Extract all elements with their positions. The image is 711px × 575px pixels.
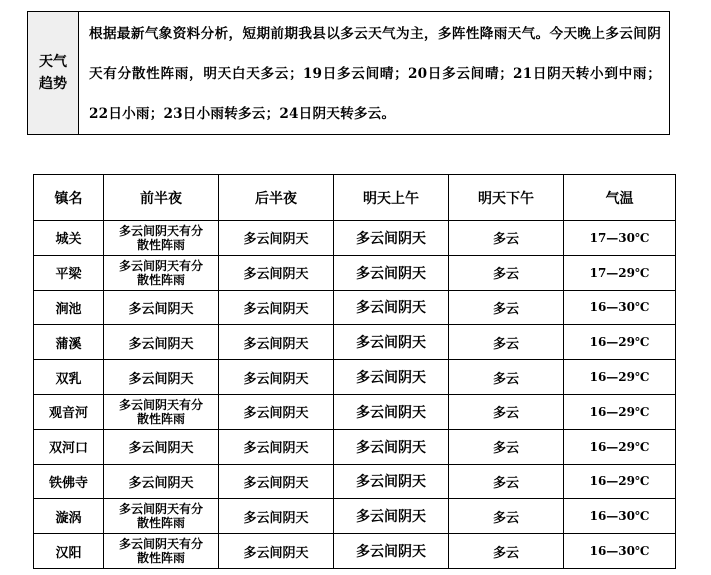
cell-second-half-night: 多云间阴天 [219,499,334,534]
table-row [34,325,676,360]
cell-tomorrow-morning: 多云间阴天 [334,499,449,534]
cell-town: 蒲溪 [34,325,104,360]
cell-tomorrow-morning: 多云间阴天 [334,290,449,325]
header-tomorrow-morning: 明天上午 [334,175,449,221]
cell-town: 汉阳 [34,534,104,569]
header-first-half-night: 前半夜 [104,175,219,221]
header-tomorrow-afternoon: 明天下午 [449,175,564,221]
weather-trend-label-line2: 趋势 [39,76,67,92]
weather-trend-text: 根据最新气象资料分析，短期前期我县以多云天气为主，多阵性降雨天气。今天晚上多云间阴天有分散性阵雨，明天白天多云；19日多云间晴；20日多云间晴；21日阴天转小到中雨；22日小雨；23日小雨转多云；24日阴天转多云。 [79,12,670,135]
header-second-half-night: 后半夜 [219,175,334,221]
cell-temperature: 16—29℃ [564,325,676,360]
cell-second-half-night: 多云间阴天 [219,394,334,429]
cell-tomorrow-morning: 多云间阴天 [334,534,449,569]
forecast-table [33,174,676,569]
cell-temperature: 16—29℃ [564,360,676,395]
cell-tomorrow-morning: 多云间阴天 [334,255,449,290]
cell-tomorrow-afternoon: 多云 [449,394,564,429]
cell-tomorrow-morning: 多云间阴天 [334,394,449,429]
cell-tomorrow-afternoon: 多云 [449,429,564,464]
cell-first-half-night: 多云间阴天有分散性阵雨 [104,394,219,429]
cell-temperature: 16—30℃ [564,290,676,325]
cell-tomorrow-afternoon: 多云 [449,499,564,534]
cell-first-half-night: 多云间阴天 [104,464,219,499]
header-town: 镇名 [34,175,104,221]
cell-second-half-night: 多云间阴天 [219,429,334,464]
cell-tomorrow-morning: 多云间阴天 [334,360,449,395]
cell-first-half-night: 多云间阴天 [104,325,219,360]
cell-first-half-night: 多云间阴天有分散性阵雨 [104,255,219,290]
table-row [34,534,676,569]
cell-second-half-night: 多云间阴天 [219,360,334,395]
cell-first-half-night: 多云间阴天有分散性阵雨 [104,499,219,534]
cell-temperature: 16—30℃ [564,534,676,569]
cell-town: 铁佛寺 [34,464,104,499]
cell-second-half-night: 多云间阴天 [219,255,334,290]
cell-temperature: 16—29℃ [564,394,676,429]
cell-tomorrow-morning: 多云间阴天 [334,429,449,464]
header-temperature: 气温 [564,175,676,221]
cell-town: 双乳 [34,360,104,395]
table-row [34,360,676,395]
cell-town: 城关 [34,221,104,256]
table-row [34,255,676,290]
forecast-table-body [34,221,676,569]
cell-second-half-night: 多云间阴天 [219,290,334,325]
cell-first-half-night: 多云间阴天 [104,290,219,325]
cell-tomorrow-afternoon: 多云 [449,290,564,325]
weather-trend-label-line1: 天气 [39,54,67,70]
cell-temperature: 16—30℃ [564,499,676,534]
table-row [34,429,676,464]
cell-temperature: 16—29℃ [564,429,676,464]
cell-second-half-night: 多云间阴天 [219,221,334,256]
weather-trend-box [27,11,670,135]
cell-tomorrow-afternoon: 多云 [449,255,564,290]
cell-tomorrow-morning: 多云间阴天 [334,221,449,256]
cell-tomorrow-afternoon: 多云 [449,325,564,360]
cell-first-half-night: 多云间阴天 [104,360,219,395]
cell-town: 平梁 [34,255,104,290]
cell-town: 观音河 [34,394,104,429]
table-row [34,464,676,499]
cell-first-half-night: 多云间阴天有分散性阵雨 [104,221,219,256]
cell-town: 漩涡 [34,499,104,534]
cell-temperature: 17—29℃ [564,255,676,290]
cell-tomorrow-afternoon: 多云 [449,360,564,395]
cell-first-half-night: 多云间阴天 [104,429,219,464]
cell-tomorrow-morning: 多云间阴天 [334,464,449,499]
cell-temperature: 17—30℃ [564,221,676,256]
cell-tomorrow-afternoon: 多云 [449,464,564,499]
cell-tomorrow-morning: 多云间阴天 [334,325,449,360]
cell-town: 涧池 [34,290,104,325]
table-row [34,499,676,534]
cell-town: 双河口 [34,429,104,464]
table-row [34,290,676,325]
table-row [34,394,676,429]
cell-temperature: 16—29℃ [564,464,676,499]
cell-first-half-night: 多云间阴天有分散性阵雨 [104,534,219,569]
table-row [34,221,676,256]
cell-second-half-night: 多云间阴天 [219,464,334,499]
forecast-header-row [34,175,676,221]
weather-trend-label [28,12,79,135]
cell-second-half-night: 多云间阴天 [219,534,334,569]
cell-second-half-night: 多云间阴天 [219,325,334,360]
cell-tomorrow-afternoon: 多云 [449,534,564,569]
cell-tomorrow-afternoon: 多云 [449,221,564,256]
